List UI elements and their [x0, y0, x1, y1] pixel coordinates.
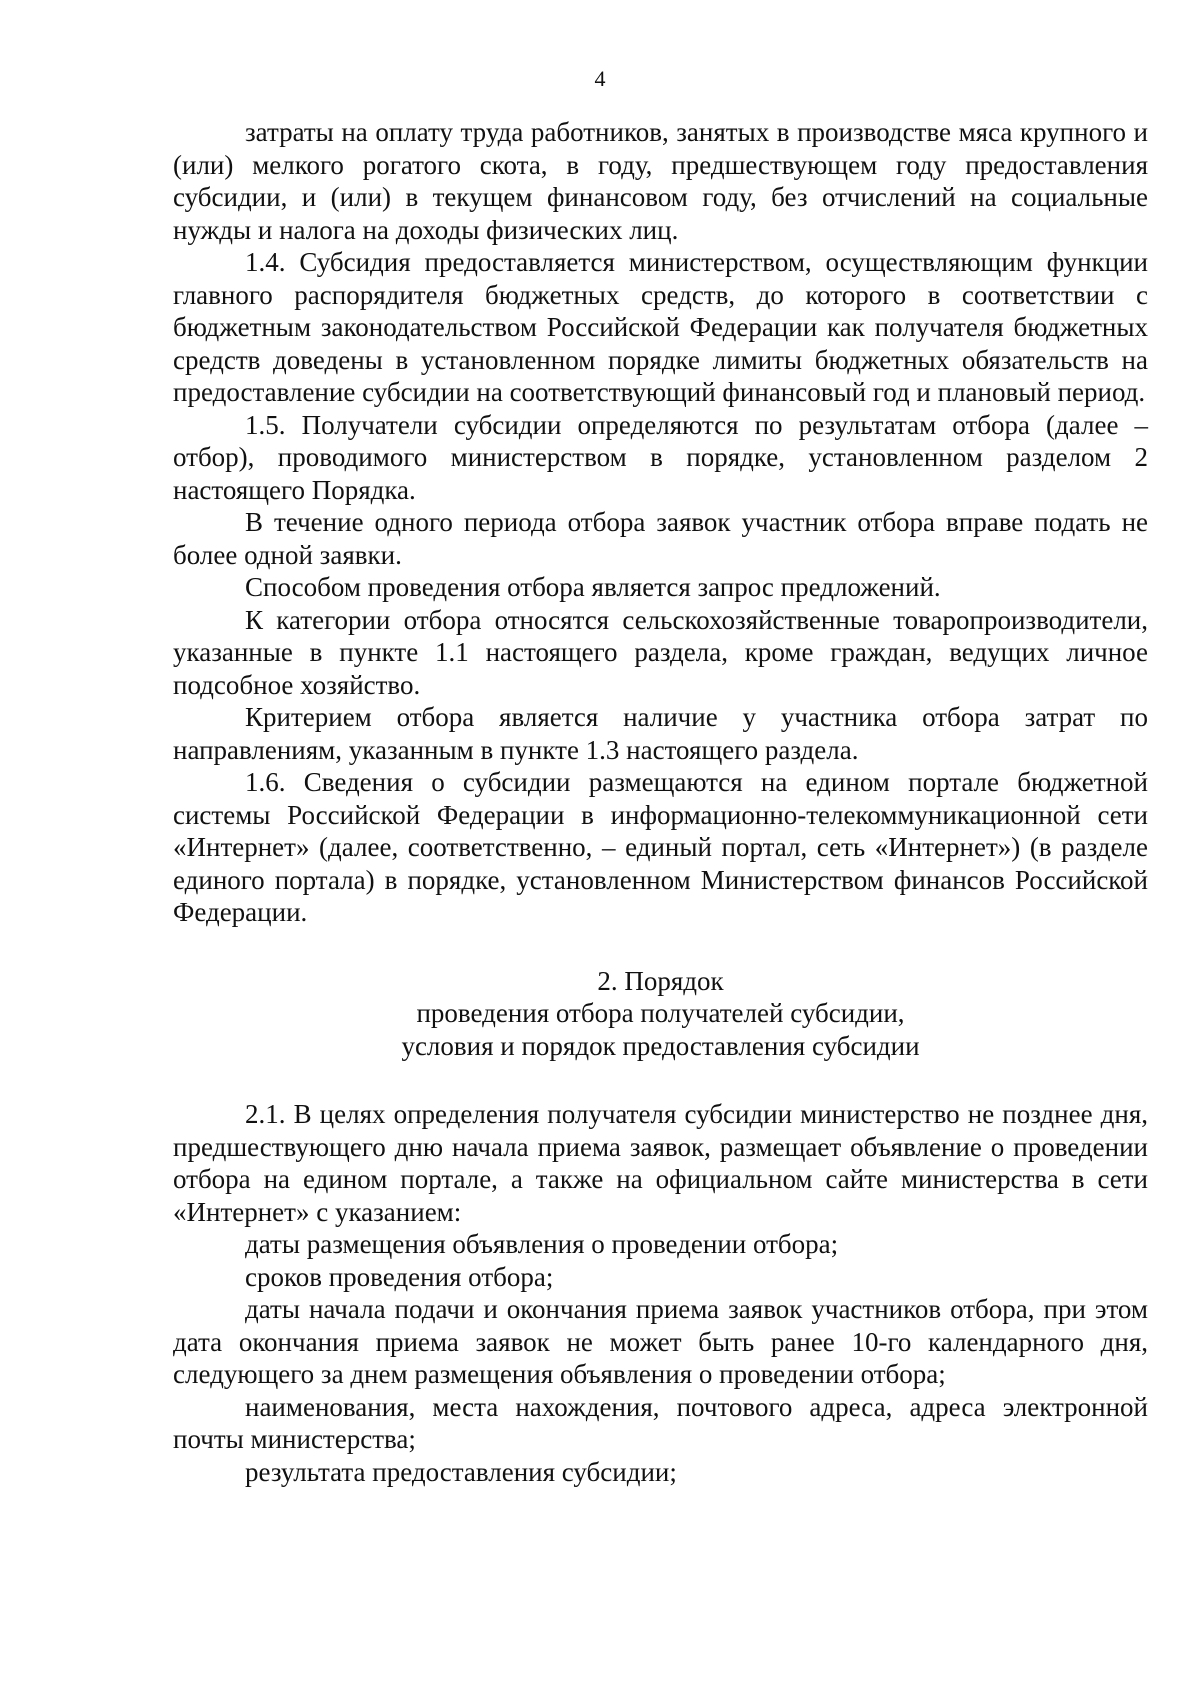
section-2-heading — [173, 965, 1148, 1063]
list-item-announcement-date: даты размещения объявления о проведении отбора; — [245, 1229, 839, 1259]
section-2-heading-line-3: условия и порядок предоставления субсидии — [401, 1030, 920, 1061]
list-item-ministry-contacts: наименования, места нахождения, почтового адреса, адреса электронной почты министерства; — [173, 1391, 1148, 1454]
paragraph-one-application: В течение одного периода отбора заявок участник отбора вправе подать не более одной заявки. — [173, 507, 1148, 570]
list-item-selection-terms: сроков проведения отбора; — [245, 1261, 554, 1292]
section-2-heading-line-2: проведения отбора получателей субсидии, — [416, 998, 905, 1028]
paragraph-1-5: 1.5. Получатели субсидии определяются по результатам отбора (далее – отбор), проводимого министерством в порядке, установленном разделом 2 настоящего Порядка. — [173, 409, 1148, 505]
paragraph-selection-category: К категории отбора относятся сельскохозяйственные товаропроизводители, указанные в пункте 1.1 настоящего раздела, кроме граждан, ведущих личное подсобное хозяйство. — [173, 604, 1148, 700]
paragraph-1-6: 1.6. Сведения о субсидии размещаются на едином портале бюджетной системы Российской Федерации в информационно-телекоммуникационной сети «Интернет» (далее, соответственно, – единый портал, сеть «Интернет») (в разделе единого портала) в порядке, установленном Министерством финансов Российской Федерации. — [173, 767, 1148, 927]
paragraph-2-1: 2.1. В целях определения получателя субсидии министерство не позднее дня, предшествующего дню начала приема заявок, размещает объявление о проведении отбора на едином портале, а также на официальном сайте министерства в сети «Интернет» с указанием: — [173, 1099, 1148, 1227]
paragraph-selection-criterion: Критерием отбора является наличие у участника отбора затрат по направлениям, указанным в пункте 1.3 настоящего раздела. — [173, 702, 1148, 765]
paragraph-labor-costs: затраты на оплату труда работников, занятых в производстве мяса крупного и (или) мелкого рогатого скота, в году, предшествующем году предоставления субсидии, и (или) в текущем финансовом году, без отчислений на социальные нужды и налога на доходы физических лиц. — [173, 117, 1148, 245]
page-number: 4 — [594, 66, 606, 91]
list-item-subsidy-result: результата предоставления субсидии; — [245, 1456, 677, 1487]
paragraph-selection-method: Способом проведения отбора является запрос предложений. — [245, 572, 941, 602]
section-2-heading-line-1: 2. Порядок — [597, 965, 724, 996]
list-item-application-dates: даты начала подачи и окончания приема заявок участников отбора, при этом дата окончания приема заявок не может быть ранее 10-го календарного дня, следующего за днем размещения объявления о проведении отбора; — [173, 1294, 1148, 1389]
paragraph-1-4: 1.4. Субсидия предоставляется министерством, осуществляющим функции главного распорядителя бюджетных средств, до которого в соответствии с бюджетным законодательством Российской Федерации как получателя бюджетных средств доведены в установленном порядке лимиты бюджетных обязательств на предоставление субсидии на соответствующий финансовый год и плановый период. — [173, 247, 1148, 407]
document-body — [173, 116, 1148, 1488]
